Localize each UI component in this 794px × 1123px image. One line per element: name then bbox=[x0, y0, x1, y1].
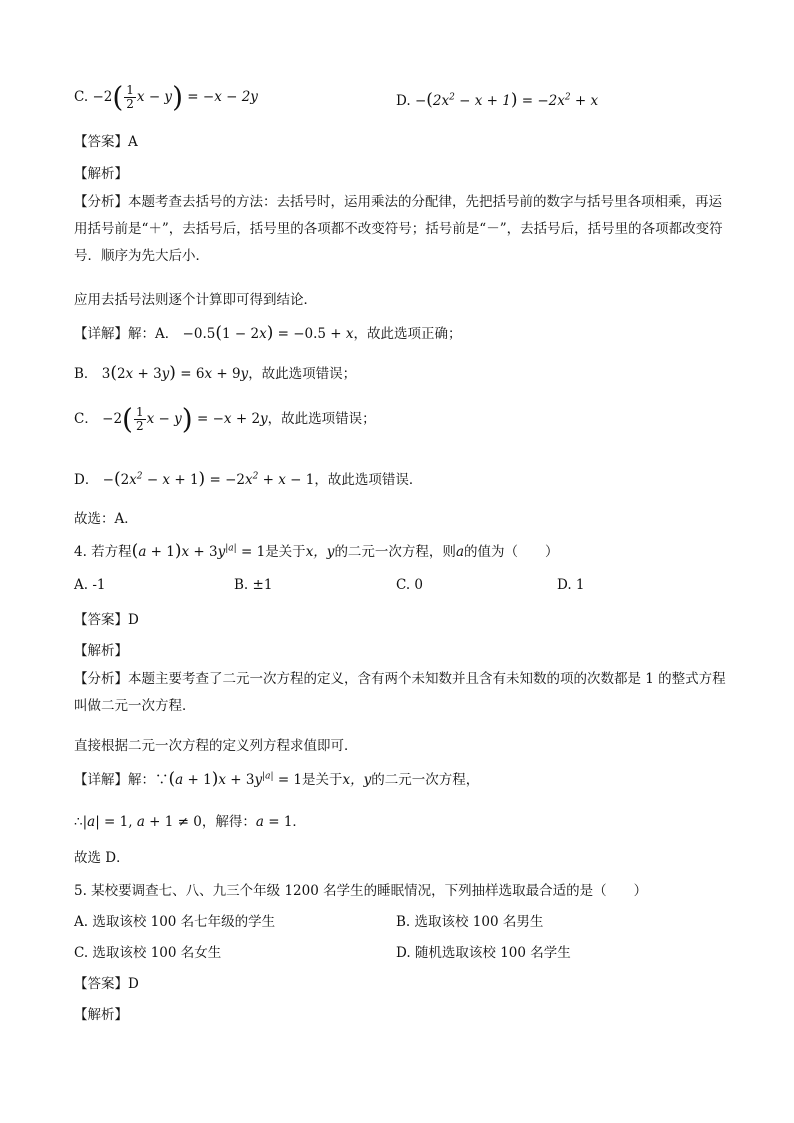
answer-label: 【答案】 bbox=[74, 976, 128, 992]
q3-fenxi bbox=[74, 189, 734, 270]
fenxi-line2: 直接根据二元一次方程的定义列方程求值即可． bbox=[74, 738, 358, 754]
q4-detail-equation: $(a + 1)x + 3y^{|a|} = 1$ bbox=[168, 769, 303, 789]
xiangjie-label: 【详解】 bbox=[74, 772, 128, 788]
fenxi-line2: 应用去括号法则逐个计算即可得到结论． bbox=[74, 292, 317, 308]
q5-answer bbox=[74, 972, 734, 992]
fenxi-label: 【分析】 bbox=[74, 194, 128, 210]
line2-end: ． bbox=[292, 814, 306, 830]
q5-option-a: A. 选取该校 100 名七年级的学生 bbox=[74, 914, 276, 930]
answer-value: D bbox=[128, 976, 139, 992]
line-a-suffix: ，故此选项正确； bbox=[353, 326, 462, 342]
analysis-label: 【解析】 bbox=[74, 166, 128, 182]
q4-option-d: D. 1 bbox=[557, 577, 585, 593]
xiangjie-mid: 是关于 bbox=[302, 772, 343, 788]
q4-detail-1 bbox=[74, 768, 734, 789]
q4-option-a: A. -1 bbox=[74, 577, 106, 593]
therefore-symbol: ∴ bbox=[74, 814, 83, 830]
q3-detail-a bbox=[74, 322, 734, 343]
xiangjie-end: 的二元一次方程， bbox=[371, 772, 480, 788]
q4-stem-suffix: 的二元一次方程，则 bbox=[334, 544, 456, 560]
q5-analysis-label bbox=[74, 1003, 734, 1023]
q4-var-a: a bbox=[455, 544, 464, 560]
q4-stem-vars: x，y bbox=[305, 544, 335, 560]
answer-label: 【答案】 bbox=[74, 134, 128, 150]
line-c-suffix: ，故此选项错误； bbox=[267, 411, 376, 427]
q4-stem bbox=[74, 540, 734, 561]
q4-answer bbox=[74, 608, 734, 628]
fenxi-text: 本题考查去括号的方法：去括号时，运用乘法的分配律，先把括号前的数字与括号里各项相乘，再运用括号前是“＋”，去括号后，括号里的各项都不改变符号；括号前是“－”，去括号后，括号里的各项都改变符号．顺序为先大后小． bbox=[74, 194, 723, 264]
formula-d: $-(2x^2 - x + 1) = -2x^2 + x - 1$ bbox=[102, 469, 315, 489]
xiangjie-intro: 解：∵ bbox=[128, 772, 169, 788]
xiangjie-vars: x，y bbox=[342, 772, 372, 788]
option-d-formula: $-(2x^2 - x + 1) = -2x^2 + x$ bbox=[414, 90, 599, 110]
fenxi-text: 本题主要考查了二元一次方程的定义，含有两个未知数并且含有未知数的项的次数都是 1 的整式方程叫做二元一次方程． bbox=[74, 671, 726, 714]
line-d-prefix: D． bbox=[74, 472, 99, 488]
q4-solution: a = 1 bbox=[255, 814, 293, 830]
q3-answer bbox=[74, 130, 734, 150]
formula-c: −2( $\frac{1}{2}$ x − y) = −x + 2y bbox=[102, 402, 268, 436]
answer-value: A bbox=[128, 134, 138, 150]
q3-analysis-label bbox=[74, 162, 734, 182]
conclusion-text: 故选 D． bbox=[74, 850, 130, 866]
q4-stem-prefix: 4. 若方程 bbox=[74, 544, 132, 560]
q4-analysis-label bbox=[74, 639, 734, 659]
q4-fenxi-line2 bbox=[74, 734, 734, 754]
q5-stem-text: 5. 某校要调查七、八、九三个年级 1200 名学生的睡眠情况，下列抽样选取最合适的是（ ） bbox=[74, 883, 648, 899]
q4-equation: $(a + 1)x + 3y^{|a|} = 1$ bbox=[131, 541, 266, 561]
q4-option-b: B. ±1 bbox=[234, 577, 273, 593]
option-c-formula: −2( $\frac{1}{2}$ x − y) = −x − 2y bbox=[92, 80, 258, 114]
line-b-suffix: ，故此选项错误； bbox=[248, 366, 357, 382]
fenxi-label: 【分析】 bbox=[74, 671, 128, 687]
q4-conclusion bbox=[74, 846, 734, 866]
xiangjie-label: 【详解】 bbox=[74, 326, 128, 342]
q3-fenxi-line2 bbox=[74, 288, 734, 308]
q5-option-d: D. 随机选取该校 100 名学生 bbox=[396, 945, 571, 961]
q4-option-c: C. 0 bbox=[396, 577, 424, 593]
q4-fenxi bbox=[74, 666, 734, 720]
q5-option-c: C. 选取该校 100 名女生 bbox=[74, 945, 222, 961]
answer-value: D bbox=[128, 612, 139, 628]
q4-detail-2 bbox=[74, 810, 734, 830]
q3-detail-c bbox=[74, 402, 734, 436]
answer-label: 【答案】 bbox=[74, 612, 128, 628]
q4-condition: |a| = 1, a + 1 ≠ 0 bbox=[82, 814, 202, 830]
option-label: D. bbox=[396, 93, 411, 109]
line-c-prefix: C． bbox=[74, 411, 98, 427]
q4-stem-end: 的值为（ ） bbox=[464, 544, 559, 560]
q4-stem-mid: 是关于 bbox=[265, 544, 306, 560]
q3-detail-d bbox=[74, 468, 734, 489]
q3-conclusion bbox=[74, 507, 734, 527]
formula-a: −0.5(1 − 2x) = −0.5 + x bbox=[182, 323, 354, 343]
analysis-label: 【解析】 bbox=[74, 643, 128, 659]
line2-mid: ，解得： bbox=[201, 814, 256, 830]
option-label: C. bbox=[74, 89, 89, 105]
q3-option-d bbox=[396, 90, 598, 110]
conclusion-text: 故选：A． bbox=[74, 511, 138, 527]
formula-b: 3(2x + 3y) = 6x + 9y bbox=[101, 363, 249, 383]
q3-detail-b bbox=[74, 362, 734, 383]
line-d-suffix: ，故此选项错误． bbox=[314, 472, 423, 488]
xiangjie-intro: 解：A． bbox=[128, 326, 179, 342]
q5-option-b: B. 选取该校 100 名男生 bbox=[396, 914, 544, 930]
q5-stem bbox=[74, 879, 734, 899]
line-b-prefix: B． bbox=[74, 366, 98, 382]
q3-option-c bbox=[74, 80, 258, 114]
analysis-label: 【解析】 bbox=[74, 1007, 128, 1023]
